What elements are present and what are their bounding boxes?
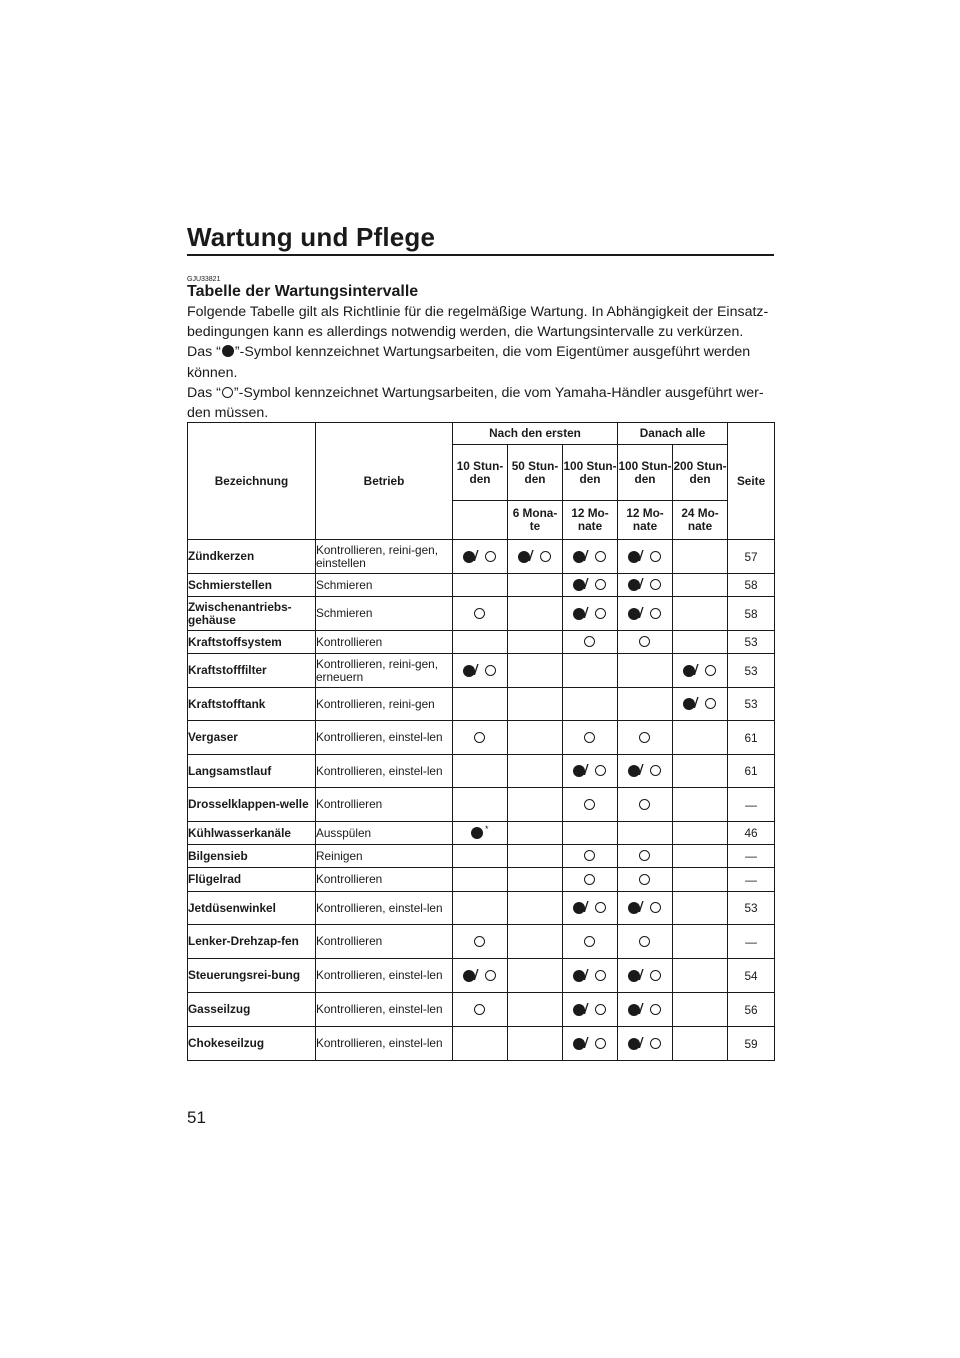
header-months: 12 Mo-nate	[563, 501, 618, 540]
interval-cell	[673, 688, 728, 721]
interval-cell	[673, 822, 728, 845]
owner-dealer-symbol-icon: /	[626, 763, 664, 779]
dealer-symbol-icon	[473, 934, 487, 950]
interval-cell	[508, 822, 563, 845]
header-months: 6 Mona-te	[508, 501, 563, 540]
page-reference: —	[728, 788, 775, 822]
interval-cell	[618, 959, 673, 993]
owner-dealer-symbol-icon: /	[571, 606, 609, 622]
header-months	[453, 501, 508, 540]
interval-cell	[453, 868, 508, 892]
table-row	[188, 688, 775, 721]
owner-dealer-symbol-icon: /	[461, 663, 499, 679]
page-number: 51	[187, 1108, 206, 1127]
item-name: Gasseilzug	[188, 993, 316, 1027]
item-operation: Kontrollieren, reini-gen, einstellen	[316, 540, 453, 574]
section-title: Tabelle der Wartungsintervalle	[187, 283, 419, 300]
interval-cell	[563, 574, 618, 597]
interval-cell	[618, 892, 673, 925]
header-hours: 50 Stun-den	[508, 445, 563, 501]
interval-cell	[508, 574, 563, 597]
dealer-symbol-icon	[583, 872, 597, 888]
owner-dealer-symbol-icon: /	[571, 549, 609, 565]
page-reference: —	[728, 925, 775, 959]
table-row	[188, 755, 775, 788]
owner-dealer-symbol-icon: /	[461, 968, 499, 984]
interval-cell	[563, 540, 618, 574]
header-name: Bezeichnung	[188, 423, 316, 540]
item-operation: Reinigen	[316, 845, 453, 868]
interval-cell	[673, 721, 728, 755]
interval-cell	[453, 788, 508, 822]
item-operation: Kontrollieren	[316, 788, 453, 822]
interval-cell	[453, 959, 508, 993]
interval-cell	[453, 631, 508, 654]
item-operation: Kontrollieren	[316, 868, 453, 892]
table-row	[188, 892, 775, 925]
page-reference: 58	[728, 574, 775, 597]
page-reference: 57	[728, 540, 775, 574]
item-operation: Ausspülen	[316, 822, 453, 845]
table-row	[188, 993, 775, 1027]
item-operation: Schmieren	[316, 574, 453, 597]
interval-cell	[618, 721, 673, 755]
dealer-symbol-icon	[638, 848, 652, 864]
interval-cell	[453, 892, 508, 925]
table-row	[188, 721, 775, 755]
interval-cell	[508, 688, 563, 721]
owner-symbol-star-icon: *	[469, 825, 491, 841]
item-name: Vergaser	[188, 721, 316, 755]
item-name: Bilgensieb	[188, 845, 316, 868]
page-reference: 53	[728, 892, 775, 925]
interval-cell	[563, 892, 618, 925]
item-operation: Kontrollieren	[316, 925, 453, 959]
interval-cell	[563, 1027, 618, 1061]
owner-dealer-symbol-icon: /	[571, 968, 609, 984]
interval-cell	[673, 1027, 728, 1061]
dealer-note-suffix: ”-Symbol kennzeichnet Wartungsarbeiten, die vom Yamaha-Händler ausgeführt wer-den müssen.	[187, 384, 764, 422]
interval-cell	[618, 631, 673, 654]
interval-cell	[508, 597, 563, 631]
interval-cell	[508, 845, 563, 868]
interval-cell	[618, 788, 673, 822]
interval-cell	[563, 654, 618, 688]
interval-cell	[563, 993, 618, 1027]
interval-cell	[673, 540, 728, 574]
interval-cell	[618, 1027, 673, 1061]
interval-cell	[563, 822, 618, 845]
interval-cell	[618, 993, 673, 1027]
table-row	[188, 959, 775, 993]
table-row	[188, 1027, 775, 1061]
interval-cell	[618, 688, 673, 721]
page-reference: 46	[728, 822, 775, 845]
interval-cell	[453, 925, 508, 959]
header-first-interval: Nach den ersten	[453, 423, 618, 445]
interval-cell	[508, 868, 563, 892]
page-reference: 53	[728, 631, 775, 654]
item-name: Kühlwasserkanäle	[188, 822, 316, 845]
header-months: 24 Mo-nate	[673, 501, 728, 540]
table-row	[188, 868, 775, 892]
table-row	[188, 845, 775, 868]
owner-note-suffix: ”-Symbol kennzeichnet Wartungsarbeiten, die vom Eigentümer ausgeführt werden können.	[187, 344, 751, 381]
interval-cell	[563, 755, 618, 788]
dealer-symbol-icon	[583, 730, 597, 746]
table-row	[188, 631, 775, 654]
item-name: Flügelrad	[188, 868, 316, 892]
interval-cell	[618, 925, 673, 959]
interval-cell	[508, 654, 563, 688]
header-months: 12 Mo-nate	[618, 501, 673, 540]
page-reference: —	[728, 845, 775, 868]
owner-dealer-symbol-icon: /	[681, 696, 719, 712]
owner-symbol-note	[187, 342, 777, 382]
page-reference: 56	[728, 993, 775, 1027]
owner-note-prefix: Das “	[187, 344, 221, 361]
item-name: Jetdüsenwinkel	[188, 892, 316, 925]
intro-text	[187, 302, 777, 423]
interval-cell	[673, 845, 728, 868]
page-reference: 54	[728, 959, 775, 993]
interval-cell	[673, 959, 728, 993]
interval-cell	[673, 925, 728, 959]
maintenance-table	[187, 422, 775, 1061]
interval-cell	[673, 892, 728, 925]
interval-cell	[618, 868, 673, 892]
header-operation: Betrieb	[316, 423, 453, 540]
interval-cell	[508, 959, 563, 993]
header-hours: 200 Stun-den	[673, 445, 728, 501]
interval-cell	[673, 755, 728, 788]
interval-cell	[563, 721, 618, 755]
interval-cell	[508, 925, 563, 959]
item-name: Chokeseilzug	[188, 1027, 316, 1061]
interval-cell	[453, 755, 508, 788]
item-name: Langsamstlauf	[188, 755, 316, 788]
header-hours: 100 Stun-den	[618, 445, 673, 501]
dealer-symbol-icon	[473, 606, 487, 622]
page-title: Wartung und Pflege	[187, 222, 436, 252]
dealer-symbol-icon	[638, 934, 652, 950]
item-operation: Kontrollieren, einstel-len	[316, 1027, 453, 1061]
interval-cell	[508, 788, 563, 822]
item-operation: Kontrollieren, einstel-len	[316, 993, 453, 1027]
interval-cell	[453, 1027, 508, 1061]
page-reference: 53	[728, 654, 775, 688]
owner-dealer-symbol-icon: /	[626, 1002, 664, 1018]
interval-cell	[563, 959, 618, 993]
interval-cell	[673, 868, 728, 892]
interval-cell	[453, 993, 508, 1027]
table-row	[188, 822, 775, 845]
interval-cell	[618, 755, 673, 788]
interval-cell	[563, 597, 618, 631]
owner-dealer-symbol-icon: /	[626, 606, 664, 622]
dealer-symbol-icon	[638, 797, 652, 813]
owner-dealer-symbol-icon: /	[571, 577, 609, 593]
dealer-symbol-icon	[583, 848, 597, 864]
item-name: Zündkerzen	[188, 540, 316, 574]
interval-cell	[563, 788, 618, 822]
item-name: Lenker-Drehzap-fen	[188, 925, 316, 959]
interval-cell	[618, 574, 673, 597]
item-operation: Kontrollieren, einstel-len	[316, 755, 453, 788]
intro-paragraph: Folgende Tabelle gilt als Richtlinie für die regelmäßige Wartung. In Abhängigkeit der Einsatz-bedingungen kann es allerdings notwendig werden, die Wartungsintervalle zu verkürzen.	[187, 304, 769, 341]
item-name: Steuerungsrei-bung	[188, 959, 316, 993]
interval-cell	[453, 654, 508, 688]
dealer-symbol-icon	[583, 634, 597, 650]
interval-cell	[508, 540, 563, 574]
item-name: Zwischenantriebs-gehäuse	[188, 597, 316, 631]
owner-dealer-symbol-icon: /	[681, 663, 719, 679]
item-name: Kraftstofftank	[188, 688, 316, 721]
interval-cell	[563, 925, 618, 959]
interval-cell	[453, 721, 508, 755]
interval-cell	[508, 993, 563, 1027]
interval-cell	[453, 597, 508, 631]
interval-cell	[673, 993, 728, 1027]
interval-cell	[563, 631, 618, 654]
interval-cell	[618, 654, 673, 688]
dealer-symbol-icon	[638, 872, 652, 888]
header-hours: 10 Stun-den	[453, 445, 508, 501]
item-operation: Kontrollieren, einstel-len	[316, 959, 453, 993]
table-row	[188, 540, 775, 574]
interval-cell	[453, 540, 508, 574]
dealer-symbol-icon	[583, 934, 597, 950]
interval-cell	[563, 868, 618, 892]
section-ref-code: GJU33821	[187, 276, 221, 283]
interval-cell	[618, 540, 673, 574]
interval-cell	[508, 892, 563, 925]
dealer-symbol-icon	[583, 797, 597, 813]
item-operation: Kontrollieren, einstel-len	[316, 721, 453, 755]
dealer-symbol-icon	[638, 730, 652, 746]
item-name: Kraftstofffilter	[188, 654, 316, 688]
owner-dealer-symbol-icon: /	[626, 577, 664, 593]
interval-cell	[453, 574, 508, 597]
header-page: Seite	[728, 423, 775, 540]
header-hours: 100 Stun-den	[563, 445, 618, 501]
open-circle-icon	[222, 387, 233, 398]
table-row	[188, 574, 775, 597]
interval-cell	[563, 688, 618, 721]
owner-dealer-symbol-icon: /	[516, 549, 554, 565]
owner-dealer-symbol-icon: /	[571, 900, 609, 916]
interval-cell	[618, 845, 673, 868]
page-reference: —	[728, 868, 775, 892]
table-row	[188, 597, 775, 631]
item-name: Kraftstoffsystem	[188, 631, 316, 654]
page-reference: 61	[728, 755, 775, 788]
interval-cell	[453, 822, 508, 845]
interval-cell	[673, 654, 728, 688]
interval-cell	[508, 721, 563, 755]
interval-cell	[618, 822, 673, 845]
interval-cell	[508, 631, 563, 654]
interval-cell	[673, 597, 728, 631]
dealer-symbol-icon	[473, 730, 487, 746]
page-reference: 58	[728, 597, 775, 631]
page-reference: 61	[728, 721, 775, 755]
owner-dealer-symbol-icon: /	[571, 1002, 609, 1018]
table-row	[188, 925, 775, 959]
owner-dealer-symbol-icon: /	[571, 1036, 609, 1052]
owner-dealer-symbol-icon: /	[626, 968, 664, 984]
title-rule	[187, 254, 774, 256]
header-then-interval: Danach alle	[618, 423, 728, 445]
interval-cell	[508, 755, 563, 788]
owner-dealer-symbol-icon: /	[626, 1036, 664, 1052]
owner-dealer-symbol-icon: /	[461, 549, 499, 565]
table-row	[188, 788, 775, 822]
dealer-symbol-icon	[473, 1002, 487, 1018]
dealer-symbol-note	[187, 383, 777, 423]
interval-cell	[453, 688, 508, 721]
item-name: Schmierstellen	[188, 574, 316, 597]
interval-cell	[618, 597, 673, 631]
item-operation: Kontrollieren, reini-gen, erneuern	[316, 654, 453, 688]
dealer-note-prefix: Das “	[187, 384, 221, 401]
page-reference: 59	[728, 1027, 775, 1061]
filled-circle-icon	[222, 345, 234, 357]
interval-cell	[563, 845, 618, 868]
interval-cell	[453, 845, 508, 868]
owner-dealer-symbol-icon: /	[626, 900, 664, 916]
interval-cell	[673, 574, 728, 597]
page-reference: 53	[728, 688, 775, 721]
dealer-symbol-icon	[638, 634, 652, 650]
owner-dealer-symbol-icon: /	[571, 763, 609, 779]
interval-cell	[673, 631, 728, 654]
item-operation: Kontrollieren, einstel-len	[316, 892, 453, 925]
item-operation: Schmieren	[316, 597, 453, 631]
interval-cell	[673, 788, 728, 822]
owner-dealer-symbol-icon: /	[626, 549, 664, 565]
item-operation: Kontrollieren	[316, 631, 453, 654]
maintenance-table-body	[188, 540, 775, 1061]
item-name: Drosselklappen-welle	[188, 788, 316, 822]
interval-cell	[508, 1027, 563, 1061]
table-row	[188, 654, 775, 688]
item-operation: Kontrollieren, reini-gen	[316, 688, 453, 721]
